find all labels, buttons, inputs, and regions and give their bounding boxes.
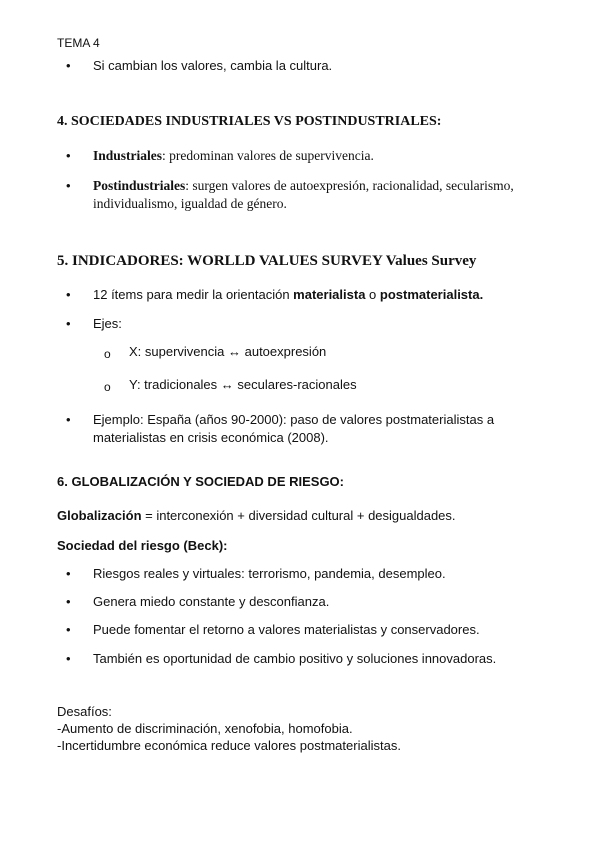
section-5-heading: 5. INDICADORES: WORLLD VALUES SURVEY Values Survey: [57, 253, 477, 269]
section-4-item-industriales: [93, 147, 374, 165]
axis-x: X: supervivencia ↔ autoexpresión: [129, 344, 327, 359]
globalizacion-definition: [57, 507, 456, 525]
section-4-item-postindustriales: [93, 177, 514, 195]
section-5-ejes-label: Ejes:: [93, 316, 122, 331]
section-4-heading: 4. SOCIEDADES INDUSTRIALES VS POSTINDUSTRIALES:: [57, 114, 442, 129]
example-line-1: Ejemplo: España (años 90-2000): paso de valores postmaterialistas a: [93, 412, 495, 427]
text-fragment: ):: [218, 538, 228, 553]
author-beck: Beck: [187, 538, 219, 553]
bullet-icon: •: [66, 651, 71, 666]
term-postmaterialista: postmaterialista.: [379, 287, 484, 302]
axis-y: Y: tradicionales ↔ seculares-racionales: [129, 377, 357, 392]
circle-bullet-icon: o: [104, 347, 111, 361]
intro-bullet-text: Si cambian los valores, cambia la cultura.: [93, 58, 333, 73]
riesgo-item-1: Riesgos reales y virtuales: terrorismo, pandemia, desempleo.: [93, 566, 446, 581]
bullet-icon: •: [66, 566, 71, 581]
bullet-icon: •: [66, 412, 71, 427]
circle-bullet-icon: o: [104, 380, 111, 394]
riesgo-item-4: También es oportunidad de cambio positivo y soluciones innovadoras.: [93, 651, 497, 666]
bullet-icon: •: [66, 622, 71, 637]
definition-industriales: : predominan valores de supervivencia.: [162, 148, 374, 163]
text-fragment: 12 ítems para medir la orientación: [93, 287, 294, 302]
text-fragment: o: [365, 287, 380, 302]
bullet-icon: •: [66, 316, 71, 331]
bullet-icon: •: [66, 594, 71, 609]
definition-postindustriales: : surgen valores de autoexpresión, racionalidad, secularismo,: [185, 178, 514, 193]
term-materialista: materialista: [293, 287, 366, 302]
bullet-icon: •: [66, 58, 71, 73]
riesgo-item-2: Genera miedo constante y desconfianza.: [93, 594, 330, 609]
desafios-line-1: -Aumento de discriminación, xenofobia, homofobia.: [57, 721, 353, 736]
globalizacion-text: = interconexión + diversidad cultural + desigualdades.: [141, 508, 456, 523]
term-industriales: Industriales: [93, 148, 163, 163]
bullet-icon: •: [66, 287, 71, 302]
page-header-tema: TEMA 4: [57, 36, 100, 50]
desafios-line-2: -Incertidumbre económica reduce valores postmaterialistas.: [57, 738, 401, 753]
term-postindustriales: Postindustriales: [93, 178, 186, 193]
text-fragment: Sociedad del riesgo (: [57, 538, 188, 553]
desafios-label: Desafíos:: [57, 704, 112, 719]
bullet-icon: •: [66, 178, 71, 193]
section-5-example: [93, 411, 542, 447]
section-5-item-items: [93, 286, 483, 304]
term-globalizacion: Globalización: [57, 508, 142, 523]
section-6-heading: 6. GLOBALIZACIÓN Y SOCIEDAD DE RIESGO:: [57, 474, 344, 489]
example-line-2: materialistas en crisis económica (2008).: [93, 430, 329, 445]
bullet-icon: •: [66, 148, 71, 163]
section-4-item-postindustriales-cont: individualismo, igualdad de género.: [93, 196, 287, 211]
riesgo-item-3: Puede fomentar el retorno a valores materialistas y conservadores.: [93, 622, 480, 637]
sociedad-riesgo-heading: [57, 537, 228, 555]
